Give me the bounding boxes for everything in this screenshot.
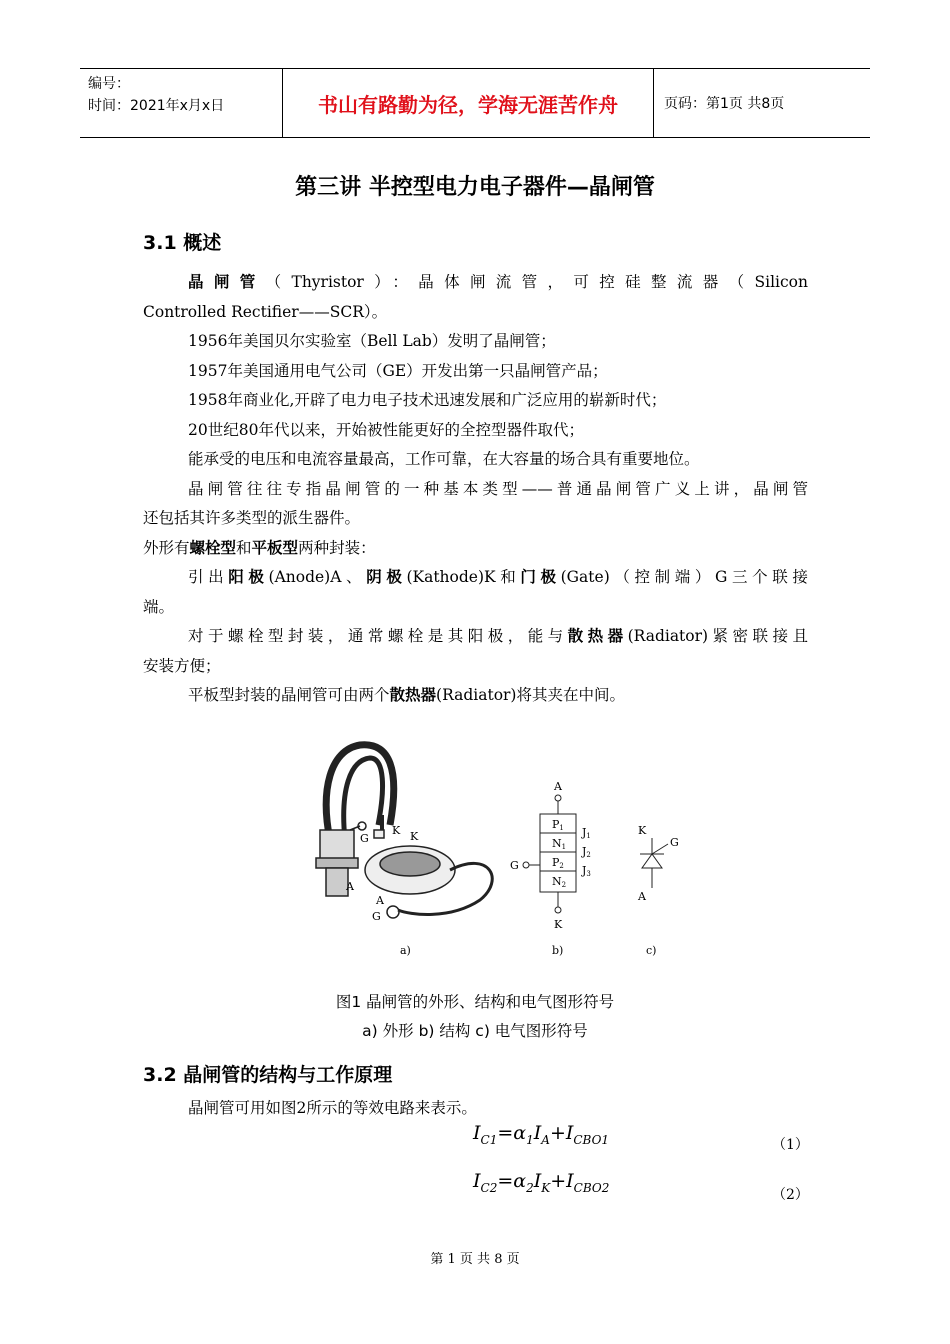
- history-line: 1957年美国通用电气公司（GE）开发出第一只晶闸管产品；: [188, 361, 608, 380]
- layer-structure-drawing: [523, 795, 576, 913]
- intro-line1: 晶闸管（Thyristor）：晶体闸流管，可控硅整流器（Silicon: [188, 273, 808, 291]
- label-a-G2: G: [372, 910, 381, 923]
- subfig-a-label: a): [400, 944, 411, 957]
- figure-caption-2: a) 外形 b) 结构 c) 电气图形符号: [362, 1022, 588, 1040]
- section-heading-1: 3.1 概述: [143, 232, 222, 254]
- section2-intro: 晶闸管可用如图2所示的等效电路来表示。: [188, 1099, 477, 1117]
- label-b-G: G: [510, 859, 519, 872]
- page-title: 第三讲 半控型电力电子器件—晶闸管: [295, 175, 655, 200]
- figure-caption-1: 图1 晶闸管的外形、结构和电气图形符号: [335, 993, 615, 1011]
- header-motto: [282, 69, 654, 137]
- section-heading-2: 3.2 晶闸管的结构与工作原理: [143, 1064, 393, 1086]
- date-label: 时间：2021年x月x日: [88, 98, 225, 114]
- subfig-c-label: c): [646, 944, 657, 957]
- label-a-K1: K: [392, 824, 401, 837]
- label-a-A1: A: [346, 880, 354, 893]
- serial-label: 编号：: [88, 76, 130, 92]
- label-b-N2: N2: [552, 875, 567, 889]
- motto-text: 书山有路勤为径，学海无涯苦作舟: [318, 92, 618, 117]
- bolt-line2: 安装方便；: [143, 656, 221, 675]
- history-line: 1956年美国贝尔实验室（Bell Lab）发明了晶闸管；: [188, 332, 556, 350]
- label-b-P1: P1: [552, 818, 564, 832]
- intro-line2: Controlled Rectifier——SCR）。: [143, 302, 388, 321]
- package-line: 外形有螺栓型和平板型两种封装：: [143, 538, 376, 557]
- label-b-J2: J2: [582, 845, 591, 859]
- bolt-type-device-drawing: [316, 745, 492, 918]
- label-c-K: K: [638, 824, 647, 837]
- label-b-A: A: [554, 780, 562, 793]
- label-b-J1: J1: [582, 826, 591, 840]
- header-page: [654, 69, 870, 137]
- label-a-K2: K: [410, 830, 419, 843]
- history-line: 1958年商业化,开辟了电力电子技术迅速发展和广泛应用的崭新时代；: [188, 391, 667, 409]
- generic-line1: 晶闸管往往专指晶闸管的一种基本类型——普通晶闸管广义上讲，晶闸管: [188, 479, 808, 498]
- label-b-J3: J3: [582, 864, 591, 878]
- label-b-P2: P2: [552, 856, 564, 870]
- label-c-A: A: [638, 890, 646, 903]
- page-footer: 第 1 页 共 8 页: [430, 1252, 520, 1267]
- page-label: 页码：第1页 共8页: [664, 96, 785, 112]
- label-b-K: K: [554, 918, 563, 931]
- section2-body: [143, 1094, 808, 1124]
- thyristor-symbol: [640, 838, 668, 888]
- equation-2-number: （2）: [772, 1187, 809, 1203]
- label-a-A2: A: [376, 894, 384, 907]
- intro-term: 晶闸管: [188, 273, 266, 291]
- equation-2: $I_{C2}=\alpha_2I_K+I_{CBO2}$: [473, 1170, 610, 1195]
- terminals-line2: 端。: [143, 597, 175, 616]
- header-table: [80, 68, 870, 138]
- thyristor-figure: [290, 730, 690, 970]
- header-meta: [80, 69, 282, 137]
- label-b-N1: N1: [552, 837, 567, 851]
- flat-line: 平板型封装的晶闸管可由两个散热器(Radiator)将其夹在中间。: [188, 686, 625, 704]
- terminals-line1: 引出阳极(Anode)A、阴极(Kathode)K和门极(Gate)（控制端）G三个联接: [188, 568, 808, 586]
- label-c-G: G: [670, 836, 679, 849]
- generic-line2: 还包括其许多类型的派生器件。: [143, 509, 361, 527]
- history-line: 能承受的电压和电流容量最高，工作可靠，在大容量的场合具有重要地位。: [188, 450, 700, 468]
- history-line: 20世纪80年代以来，开始被性能更好的全控型器件取代；: [188, 420, 584, 439]
- subfig-b-label: b): [552, 944, 564, 957]
- section1-body: [143, 268, 808, 711]
- label-a-G1: G: [360, 832, 369, 845]
- equation-1-number: （1）: [772, 1137, 809, 1153]
- equation-1: $I_{C1}=\alpha_1I_A+I_{CBO1}$: [473, 1122, 610, 1147]
- bolt-line1: 对于螺栓型封装，通常螺栓是其阳极，能与散热器(Radiator)紧密联接且: [188, 627, 808, 645]
